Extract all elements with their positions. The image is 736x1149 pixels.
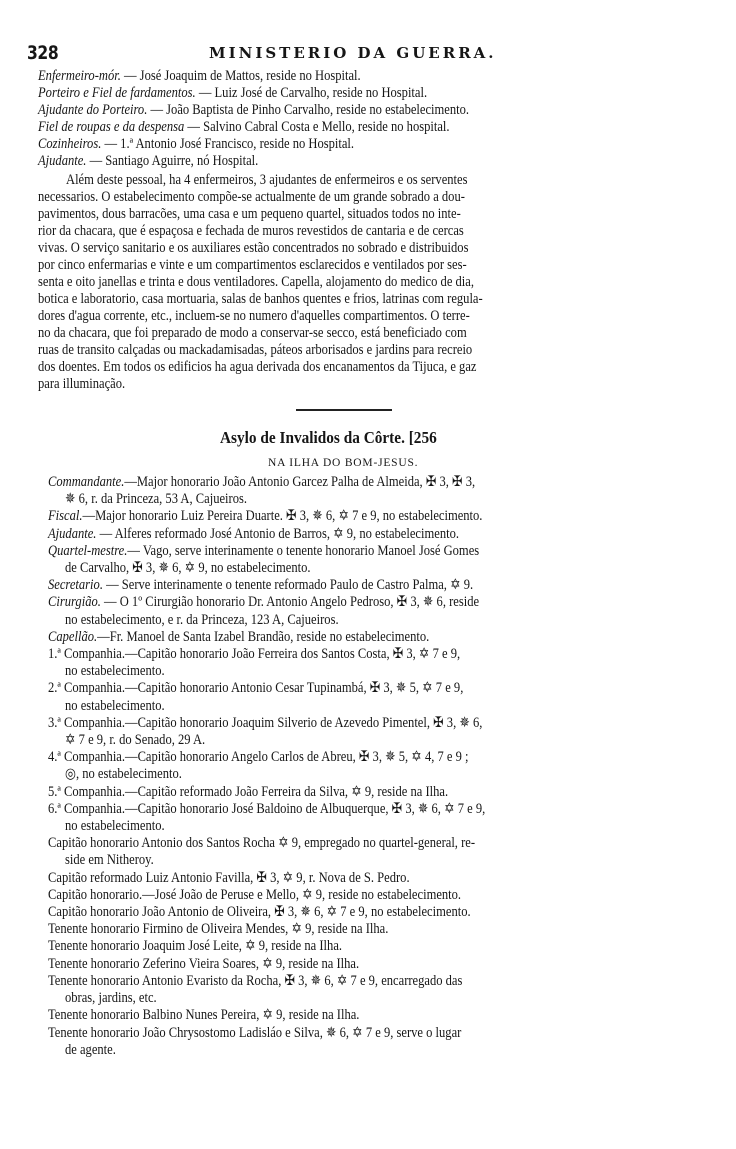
entry-role: Ajudante.	[48, 525, 97, 542]
staff-line: Ajudante do Porteiro. — João Baptista de Pinho Carvalho, reside no estabelecimento.	[38, 102, 470, 118]
entry: Tenente honorario Zeferino Vieira Soares, ✡ 9, reside na Ilha.	[48, 955, 360, 972]
entry: Tenente honorario João Chrysostomo Ladisláo e Silva, ✵ 6, ✡ 7 e 9, serve o lugar de agente.	[48, 1024, 462, 1058]
entry: 3.ª Companhia.—Capitão honorario Joaquim Silverio de Azevedo Pimentel, ✠ 3, ✵ 6, ✡ 7 e 9, r. do Senado, 29 A.	[48, 714, 483, 749]
entry: Tenente honorario Joaquim José Leite, ✡ 9, reside na Ilha.	[48, 938, 343, 955]
entry: 6.ª Companhia.—Capitão honorario José Baldoino de Albuquerque, ✠ 3, ✵ 6, ✡ 7 e 9, no estabelecimento.	[48, 800, 486, 835]
entry: Capitão honorario João Antonio de Oliveira, ✠ 3, ✵ 6, ✡ 7 e 9, no estabelecimento.	[48, 904, 471, 921]
asylum-staff-list	[48, 474, 678, 1059]
entry: Capitão honorario.—José João de Peruse e Mello, ✡ 9, reside no estabelecimento.	[48, 886, 462, 903]
entry-role: Fiscal.	[48, 508, 83, 525]
entry: Commandante.—Major honorario João Antonio Garcez Palha de Almeida, ✠ 3, ✠ 3, ✵ 6, r. da Princeza, 53 A, Cajueiros.	[48, 474, 476, 508]
page-number: 328	[27, 42, 59, 64]
entry: 5.ª Companhia.—Capitão reformado João Ferreira da Silva, ✡ 9, reside na Ilha.	[48, 783, 449, 800]
entry: 2.ª Companhia.—Capitão honorario Antonio Cesar Tupinambá, ✠ 3, ✵ 5, ✡ 7 e 9, no estabelecimento.	[48, 680, 464, 714]
entry: Capitão honorario Antonio dos Santos Rocha ✡ 9, empregado no quartel-general, re- side em Nitheroy.	[48, 835, 476, 869]
entry: Ajudante. — Alferes reformado José Antonio de Barros, ✡ 9, no estabelecimento.	[48, 525, 459, 542]
entry-role: Cirurgião.	[48, 594, 101, 611]
staff-line: Fiel de roupas e da despensa — Salvino Cabral Costa e Mello, reside no hospital.	[38, 119, 450, 135]
staff-role: Fiel de roupas e da despensa	[38, 119, 185, 135]
section-title: Asylo de Invalidos da Côrte. [256	[220, 428, 437, 447]
entry: Tenente honorario Antonio Evaristo da Rocha, ✠ 3, ✵ 6, ✡ 7 e 9, encarregado das obras, jardins, etc.	[48, 972, 463, 1007]
entry-role: Secretario.	[48, 577, 103, 594]
entry: Secretario. — Serve interinamente o tenente reformado Paulo de Castro Palma, ✡ 9.	[48, 577, 474, 594]
staff-role: Ajudante do Porteiro.	[38, 102, 148, 118]
entry: Capellão.—Fr. Manoel de Santa Izabel Brandão, reside no estabelecimento.	[48, 628, 430, 645]
entry: Cirurgião. — O 1º Cirurgião honorario Dr. Antonio Angelo Pedroso, ✠ 3, ✵ 6, reside no estabelecimento, e r. da Princeza, 123 A, Cajueiros.	[48, 594, 480, 628]
staff-line: Enfermeiro-mór. — José Joaquim de Mattos, reside no Hospital.	[38, 68, 361, 84]
entry: Fiscal.—Major honorario Luiz Pereira Duarte. ✠ 3, ✵ 6, ✡ 7 e 9, no estabelecimento.	[48, 508, 483, 525]
entry: 4.ª Companhia.—Capitão honorario Angelo Carlos de Abreu, ✠ 3, ✵ 5, ✡ 4, 7 e 9 ; ◎, no estabelecimento.	[48, 749, 469, 783]
entry-role: Capellão.	[48, 628, 98, 645]
entry: 1.ª Companhia.—Capitão honorario João Ferreira dos Santos Costa, ✠ 3, ✡ 7 e 9, no estabelecimento.	[48, 646, 461, 680]
staff-role: Cozinheiros.	[38, 136, 102, 152]
entry: Quartel-mestre.— Vago, serve interinamente o tenente honorario Manoel José Gomes de Carvalho, ✠ 3, ✵ 6, ✡ 9, no estabelecimento.	[48, 542, 480, 577]
entry: Tenente honorario Balbino Nunes Pereira, ✡ 9, reside na Ilha.	[48, 1007, 360, 1024]
entry: Tenente honorario Firmino de Oliveira Mendes, ✡ 9, reside na Ilha.	[48, 921, 389, 938]
hospital-staff-block	[38, 68, 678, 393]
description-paragraph: Além deste pessoal, ha 4 enfermeiros, 3 ajudantes de enfermeiros e os serventes necessarios. O estabelecimento compõe-se actualmente de um grande sobrado a dou- pavimentos, dous barracões, uma casa e um pequeno quartel, situados todos no inte- rior da chacara, que é espaçosa e fechada de muros revestidos de cantaria e de cercas vivas. O serviço sanitario e os auxiliares estão concentrados no sobrado e distribuidos por cinco enfermarias e vinte e um compartimentos esclarecidos e ventilados por ses- senta e oito janellas e trinta e dous ventiladores. Capella, alojamento do medico de dia, botica e laboratorio, casa mortuaria, salas de banhos quentes e frios, latrinas com regula- dores d'agua corrente, etc., incluem-se no numero d'aquelles compartimentos. O terre- no da chacara, que foi preparado de modo a conservar-se secco, está beneficiado com ruas de transito calçadas ou mackadamisadas, páteos arborisados e jardins para recreio dos doentes. Em todos os edificios ha agua derivada dos encanamentos da Tijuca, e gaz para illuminação.	[38, 172, 483, 392]
section-subtitle: NA ILHA DO BOM-JESUS.	[268, 457, 419, 469]
entry-role: Commandante.	[48, 474, 125, 490]
section-divider	[296, 409, 392, 411]
page-header	[27, 42, 707, 64]
staff-line: Cozinheiros. — 1.ª Antonio José Francisco, reside no Hospital.	[38, 136, 355, 152]
staff-role: Porteiro e Fiel de fardamentos.	[38, 85, 196, 101]
entry: Capitão reformado Luiz Antonio Favilla, ✠ 3, ✡ 9, r. Nova de S. Pedro.	[48, 869, 410, 886]
entry-role: Quartel-mestre.	[48, 542, 128, 559]
staff-line: Ajudante. — Santiago Aguirre, nó Hospital.	[38, 153, 259, 169]
running-title: MINISTERIO DA GUERRA.	[209, 44, 497, 62]
staff-role: Ajudante.	[38, 153, 87, 169]
staff-role: Enfermeiro-mór.	[38, 68, 121, 84]
staff-line: Porteiro e Fiel de fardamentos. — Luiz José de Carvalho, reside no Hospital.	[38, 85, 428, 101]
